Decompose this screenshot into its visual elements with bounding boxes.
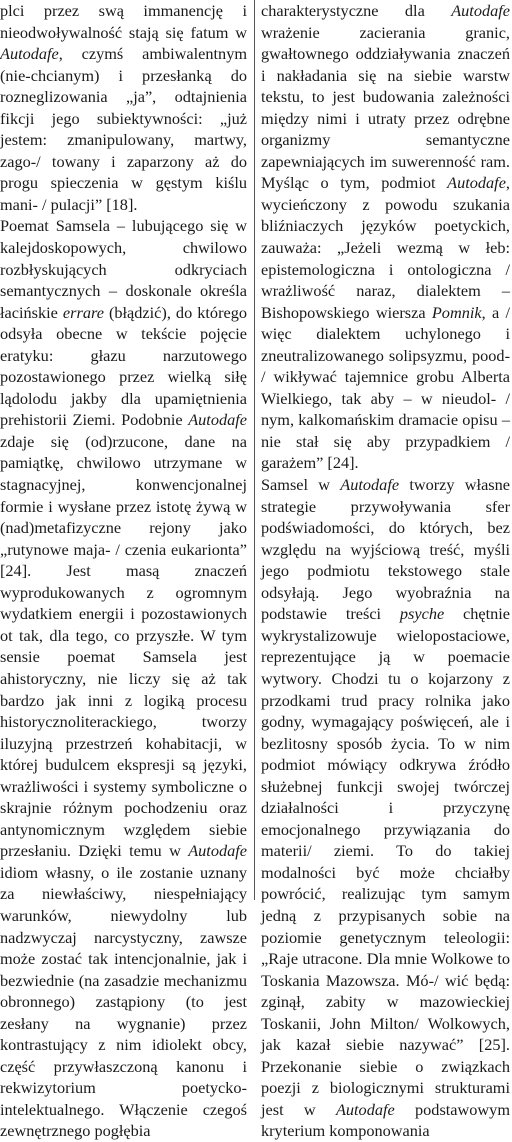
- left-paragraph-1: plci przez swą immanencję i nieodwoływalność stają się fatum w Autodafe, czymś ambiwalentnym (nie-chcianym) i przesłanką do rozneglizowania „ja”, odtajnienia fikcji jego subiektywności: „już jestem: zmanipulowany, martwy, zago-/ towany i zaparzony aż do progu spieczenia w gęstym kiślu mani- / pulacji” [18].: [0, 1, 247, 214]
- left-paragraph-2: Poemat Samsela – lubującego się w kalejdoskopowych, chwilowo rozbłyskujących odkryciach semantycznych – doskonale określa łacińskie errare (błądzić), do którego odsyła obecne w tekście pojęcie eratyku: głazu narzutowego pozostawionego przez wielką siłę lądolodu jakby dla upamiętnienia prehistorii Ziemi. Podobnie Autodafe zdaje się (od)rzucone, dane na pamiątkę, chwilowo utrzymane w stagnacyjnej, konwencjonalnej formie i wysłane przez istotę żywą w (nad)metafizyczne rejony jako „rutynowe maja- / czenia eukarionta” [24]. Jest masą znaczeń wyprodukowanych z ogromnym wydatkiem energii i pozostawionych ot tak, dla tego, co przyszłe. W tym sensie poemat Samsela jest ahistoryczny, nie liczy się aż tak bardzo jak inni z logiką procesu historycznoliterackiego, tworzy iluzyjną przestrzeń kohabitacji, w której budulcem ekspresji są języki, wrażliwości i systemy symboliczne o skrajnie różnym pochodzeniu oraz antynomicznym względem siebie przesłaniu. Dzięki temu w Autodafe idiom własny, o ile zostanie uznany za niewłaściwy, niespełniający warunków, niewydolny lub nadzwyczaj narcystyczny, zawsze może zostać tak intencjonalnie, jak i bezwiednie (na zasadzie mechanizmu obronnego) zastąpiony (to jest zesłany na wygnanie) przez kontrastujący z nim idiolekt obcy, część przywłaszczoną kanonu i rekwizytorium poetycko-intelektualnego. Włączenie czegoś zewnętrznego pogłębia: [0, 216, 247, 1141]
- italic-term: Autodafe: [335, 1099, 395, 1119]
- italic-term: Autodafe: [340, 475, 400, 495]
- italic-term: Autodafe: [188, 410, 247, 430]
- italic-term: Autodafe: [0, 44, 59, 64]
- italic-term: Autodafe: [451, 1, 510, 20]
- italic-term: errare: [62, 302, 104, 322]
- right-paragraph-2: Samsel w Autodafe tworzy własne strategie przywoływania sfer podświadomości, do których, bez względu na wyjściową treść, myśli jego podmiotu tekstowego stale odsyłają. Jego wyobraźnia na podstawie treści psyche chętnie wykrystalizowuje wielopostaciowe, reprezentujące ją w poemacie wytwory. Chodzi tu o kojarzony z przodkami trud pracy rolnika jako godny, wymagający poświęceń, ale i bezlitosny sposób życia. To w nim podmiot mówiący odkrywa źródło służebnej funkcji swojej twórczej działalności i przyczynę emocjonalnego przywiązania do materii/ ziemi. To do takiej modalności być może chciałby powrócić, realizując tym samym jedną z przypisanych sobie na poziomie genetycznym teleologii: „Raje utracone. Dla mnie Wolkowe to Toskania Mazowsza. Mó-/ wić będą: zginął, zabity w mazowieckiej Toskanii, John Milton/ Wolkowych, jak kazał siebie nazywać” [25]. Przekonanie siebie o związkach poezji z biologicznymi strukturami jest w Autodafe podstawowym kryterium komponowania: [261, 475, 510, 1141]
- italic-term: Autodafe: [447, 173, 506, 193]
- italic-term: Pomnik: [431, 302, 482, 322]
- left-text-column: [0, 0, 251, 1141]
- right-text-column: [257, 0, 510, 1141]
- column-divider: [254, 0, 255, 900]
- italic-term: psyche: [399, 604, 445, 624]
- right-paragraph-1: charakterystyczne dla Autodafe wrażenie zacierania granic, gwałtownego oddziaływania znaczeń i nakładania się na siebie warstw tekstu, to jest budowania zależności między nimi i utraty przez odrębne organizmy semantyczne zapewniających im suwerenność ram. Myśląc o tym, podmiot Autodafe, wycieńczony z powodu szukania bliźniaczych języków poetyckich, zauważa: „Jeżeli wezmą w łeb: epistemologiczna i ontologiczna / wrażliwość naraz, dialektem – Bishopowskiego wiersza Pomnik, a / więc dialektem uchylonego i zneutralizowanego solipsyzmu, pood- / wikływać tajemnice grobu Alberta Wielkiego, tak aby – w nieudol- / nym, kalkomańskim dramacie opisu – nie stał się aby przypadkiem / garażem” [24].: [261, 1, 510, 473]
- italic-term: Autodafe: [188, 841, 247, 861]
